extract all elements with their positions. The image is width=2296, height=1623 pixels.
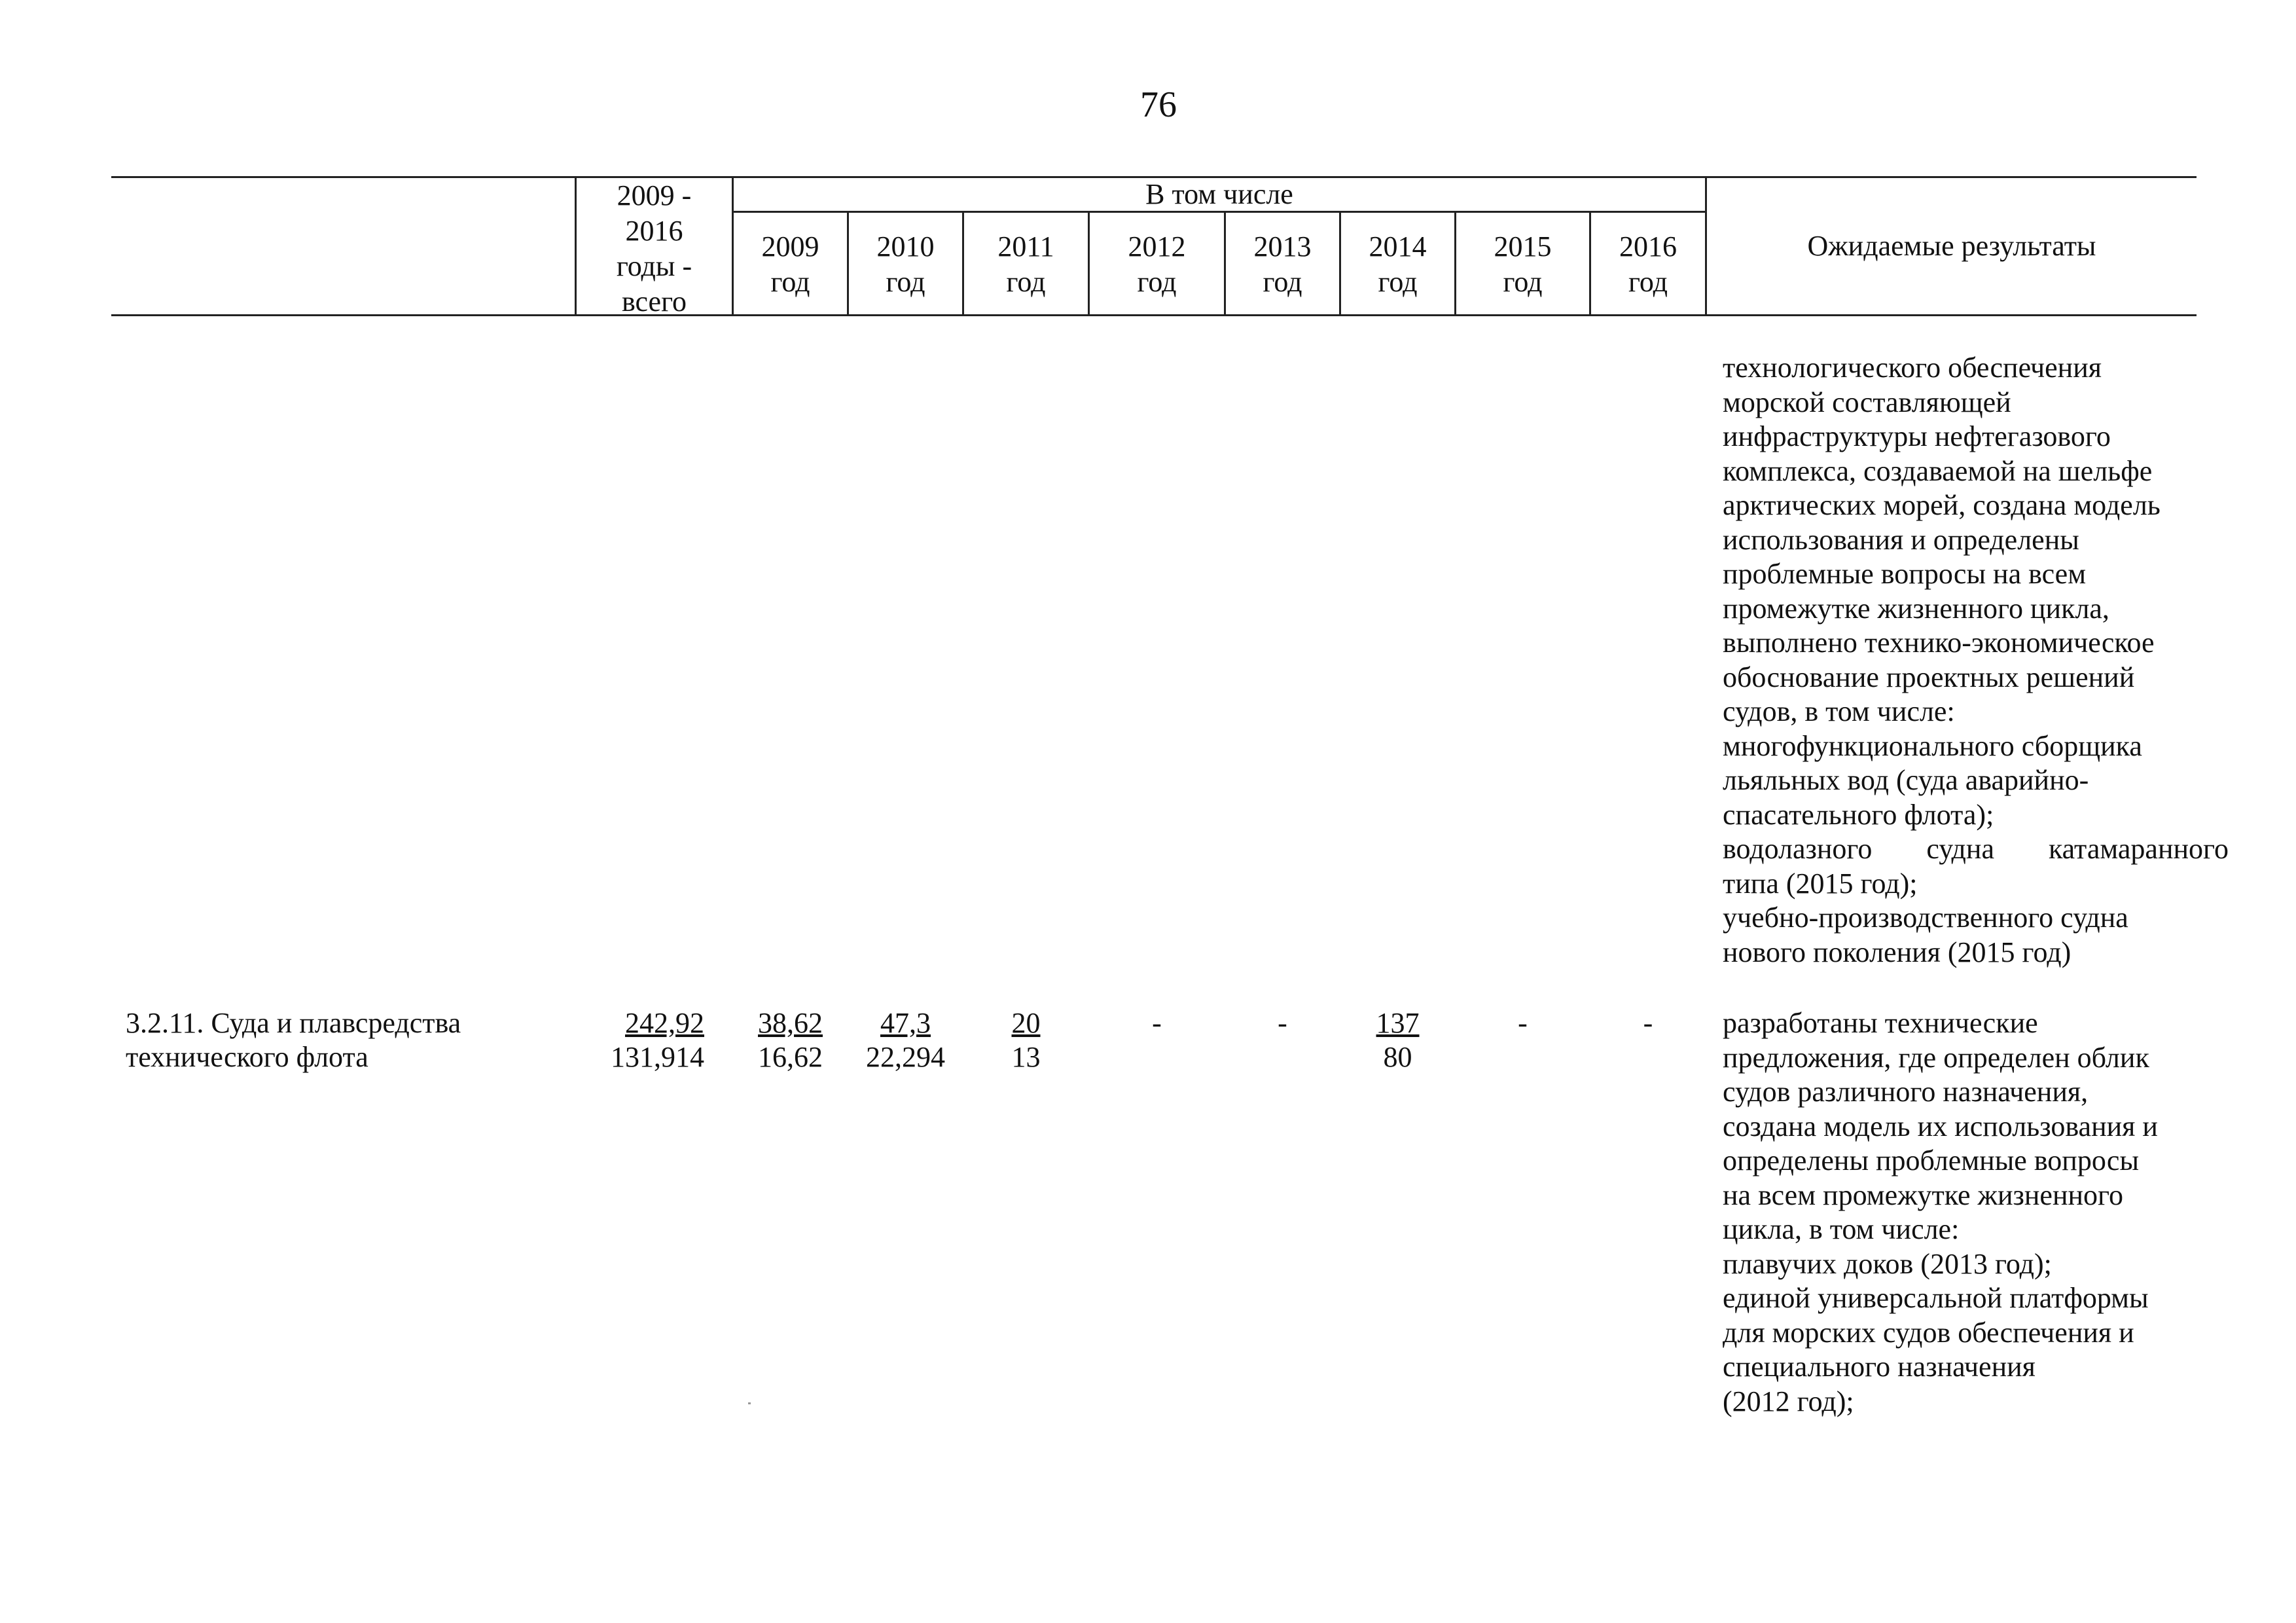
header-year-2009: 2009 год — [761, 230, 819, 298]
header-year-2014: 2014 год — [1369, 230, 1427, 298]
scan-speck — [748, 1402, 751, 1404]
header-results-column: Ожидаемые результаты — [1807, 230, 2096, 262]
header-group-label: В том числе — [1145, 178, 1293, 210]
row-results-text: разработаны технические предложения, где определен облик судов различного назначения, создана модель их использования и определены проблемные вопросы на всем промежутке жизненного цикла, в том числе: плавучих доков (2013 год); единой универсальной платформы для морских судов обеспечения и специального назначения (2012 год); — [1723, 1007, 2158, 1417]
value-2010: 47,3 22,294 — [866, 1007, 945, 1073]
header-year-2013: 2013 год — [1253, 230, 1312, 298]
value-2013: - — [1278, 1007, 1287, 1039]
row-total-value: 242,92 131,914 — [611, 1007, 704, 1073]
value-2009: 38,62 16,62 — [758, 1007, 823, 1073]
header-year-2012: 2012 год — [1128, 230, 1186, 298]
value-2014: 137 80 — [1376, 1007, 1420, 1073]
page-number: 76 — [1140, 84, 1177, 125]
value-2011: 20 13 — [1011, 1007, 1041, 1073]
header-total-column: 2009 - 2016 годы - всего — [616, 179, 692, 318]
header-year-2011: 2011 год — [997, 230, 1054, 298]
header-year-2010: 2010 год — [876, 230, 935, 298]
value-2012: - — [1152, 1007, 1162, 1039]
header-bottom-rule — [111, 314, 2197, 316]
value-2016: - — [1643, 1007, 1653, 1039]
header-year-2016: 2016 год — [1619, 230, 1677, 298]
continuation-results-text: технологического обеспечения морской составляющей инфраструктуры нефтегазового комплекса, создаваемой на шельфе арктических морей, создана модель использования и определены проблемные вопросы на всем промежутке жизненного цикла, выполнено технико-экономическое обоснование проектных решений судов, в том числе: многофункционального сборщика льяльных вод (суда аварийно- спасательного флота); водолазного судна катамаранного типа (2015 год); учебно-производственного судна нового поколения (2015 год) — [1723, 352, 2229, 968]
header-year-2015: 2015 год — [1494, 230, 1552, 298]
value-2015: - — [1518, 1007, 1528, 1039]
row-name: 3.2.11. Суда и плавсредства технического флота — [126, 1007, 461, 1073]
